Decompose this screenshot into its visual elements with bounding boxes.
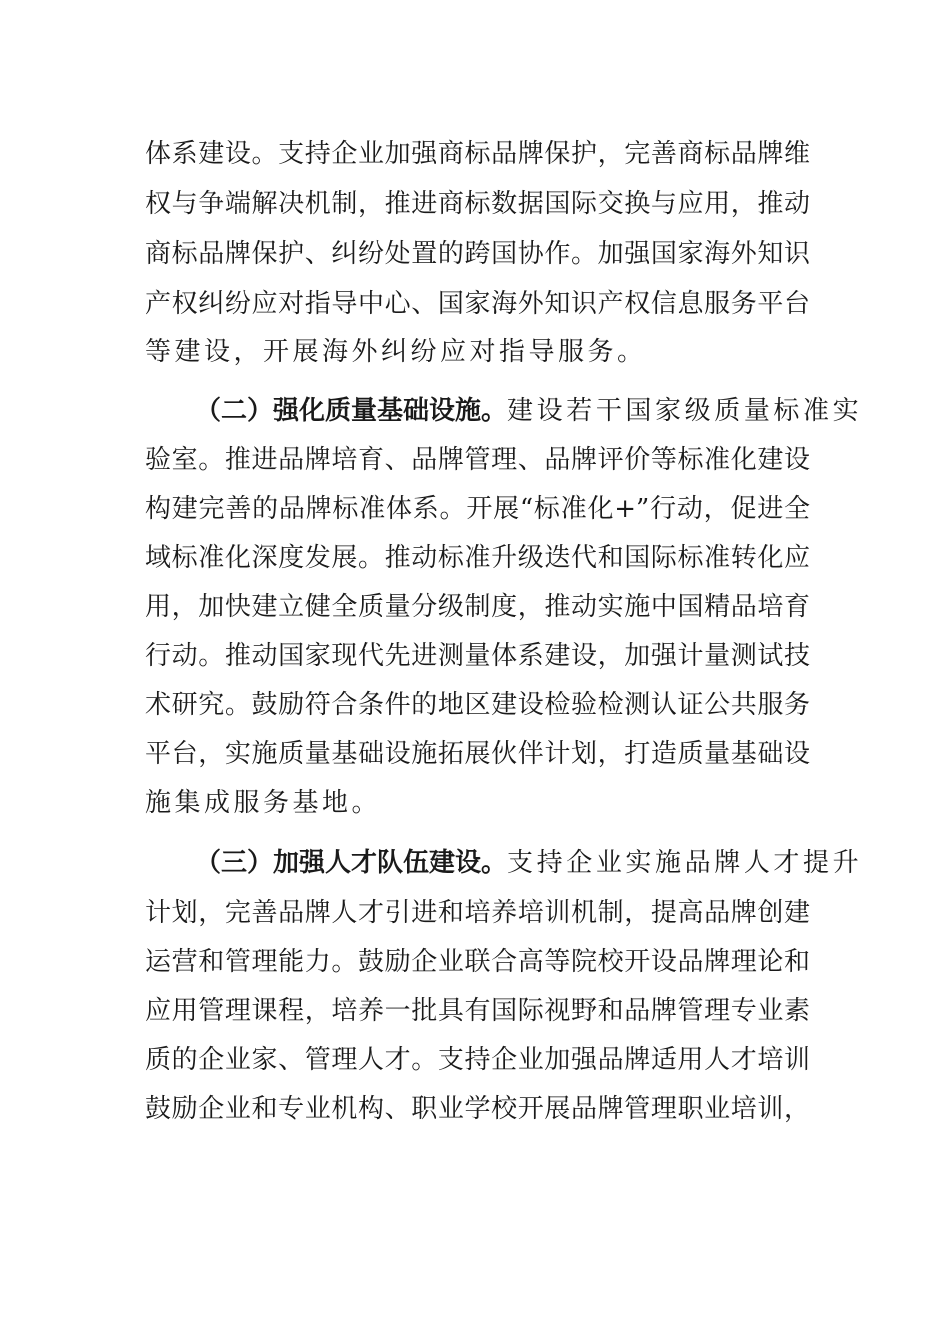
paragraph-line: 施集成服务基地。 <box>145 788 382 818</box>
paragraph-line: 商标品牌保护、纠纷处置的跨国协作。加强国家海外知识 <box>145 239 810 269</box>
section-heading: （二）强化质量基础设施。 <box>195 396 508 426</box>
paragraph-line: 术研究。鼓励符合条件的地区建设检验检测认证公共服务 <box>145 690 810 720</box>
paragraph-line: 计划，完善品牌人才引进和培养培训机制，提高品牌创建 <box>145 898 810 928</box>
paragraph-line: 鼓励企业和专业机构、职业学校开展品牌管理职业培训， <box>145 1094 810 1124</box>
paragraph-line: 验室。推进品牌培育、品牌管理、品牌评价等标准化建设 <box>145 445 810 475</box>
section-heading: （三）加强人才队伍建设。 <box>195 848 508 878</box>
paragraph-line: 用，加快建立健全质量分级制度，推动实施中国精品培育 <box>145 592 810 622</box>
paragraph-line: 行动。推动国家现代先进测量体系建设，加强计量测试技 <box>145 641 810 671</box>
paragraph-line: 域标准化深度发展。推动标准升级迭代和国际标准转化应 <box>145 543 810 573</box>
paragraph-line: 权与争端解决机制，推进商标数据国际交换与应用，推动 <box>145 189 810 219</box>
paragraph-line: 运营和管理能力。鼓励企业联合高等院校开设品牌理论和 <box>145 947 810 977</box>
paragraph-line: 构建完善的品牌标准体系。开展“标准化+”行动，促进全 <box>145 494 810 524</box>
paragraph-line: 等建设，开展海外纠纷应对指导服务。 <box>145 337 647 367</box>
paragraph-line: 质的企业家、管理人才。支持企业加强品牌适用人才培训 <box>145 1045 810 1075</box>
paragraph-line: 体系建设。支持企业加强商标品牌保护，完善商标品牌维 <box>145 139 810 169</box>
paragraph-text: 建设若干国家级质量标准实 <box>507 396 863 426</box>
paragraph-first-line <box>195 391 863 431</box>
paragraph-text: 支持企业实施品牌人才提升 <box>507 848 863 878</box>
paragraph-line: 平台，实施质量基础设施拓展伙伴计划，打造质量基础设 <box>145 739 810 769</box>
paragraph-line: 产权纠纷应对指导中心、国家海外知识产权信息服务平台 <box>145 289 810 319</box>
paragraph-line: 应用管理课程，培养一批具有国际视野和品牌管理专业素 <box>145 996 810 1026</box>
paragraph-first-line <box>195 843 863 883</box>
